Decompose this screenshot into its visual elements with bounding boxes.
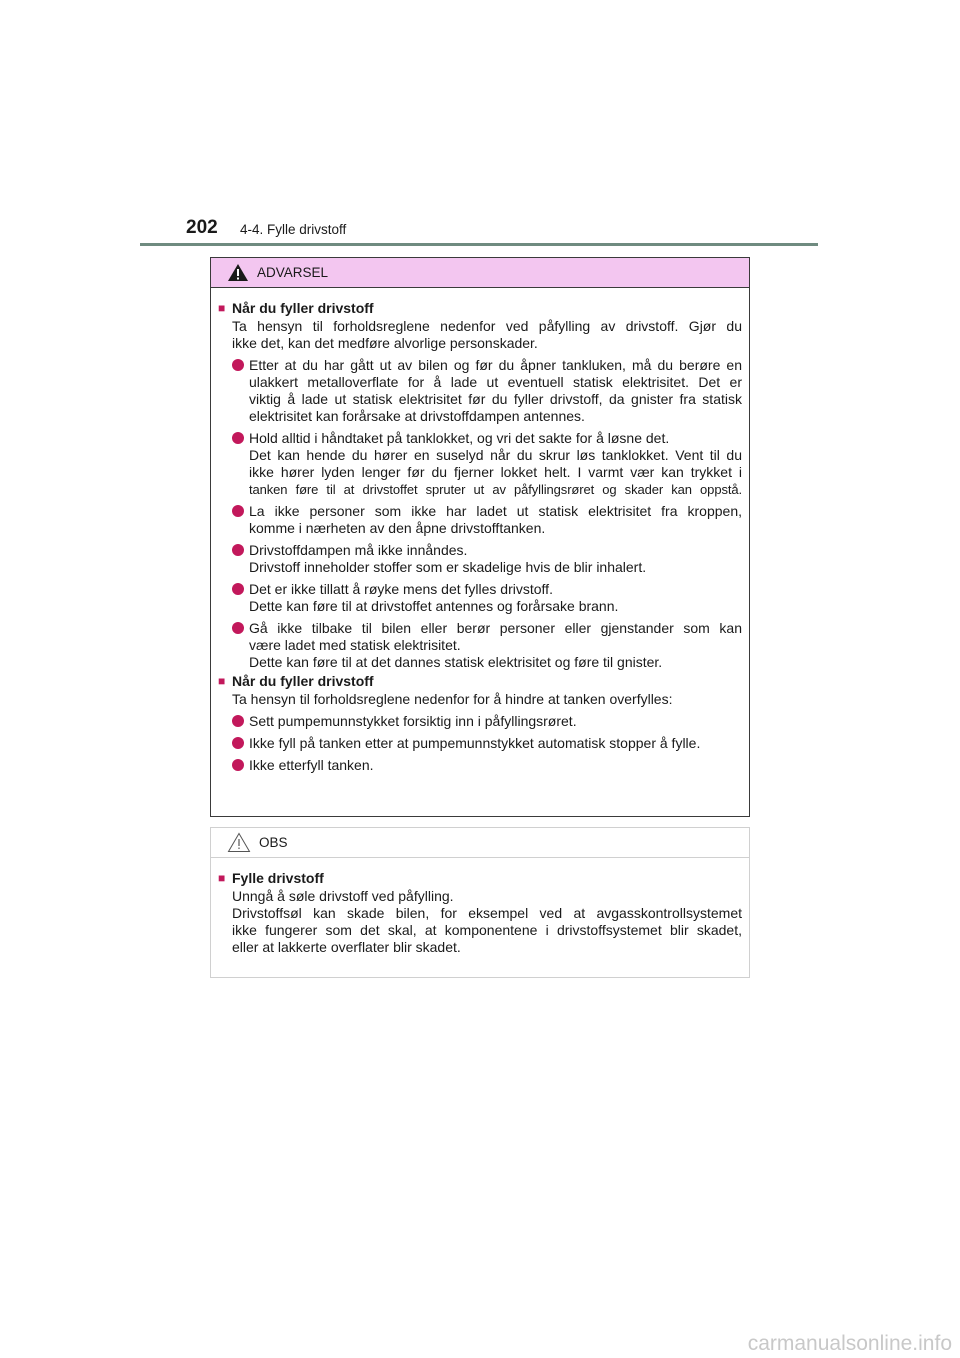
notice-triangle-icon xyxy=(227,832,251,853)
warning-heading-1 xyxy=(218,300,742,317)
text-line: ulakkert metalloverflate for å lade ut eventuell statisk elektrisitet. Det er xyxy=(249,374,742,390)
text-line: Ikke fyll på tanken etter at pumpemunnstykket automatisk stopper å fylle. xyxy=(249,735,701,751)
text-line: ikke det, kan det medføre alvorlige personskader. xyxy=(232,335,538,351)
square-bullet-icon: ■ xyxy=(218,871,226,885)
list-item xyxy=(218,430,742,498)
text-line: Det er ikke tillatt å røyke mens det fylles drivstoff. xyxy=(249,581,553,597)
text-line: ikke hører lyden lenger før du fjerner lokket helt. I varmt vær kan trykket i xyxy=(249,464,742,480)
text-line: La ikke personer som ikke har ladet ut statisk elektrisitet fra kroppen, xyxy=(249,503,742,519)
text-line: viktig å lade ut statisk elektrisitet før du fyller drivstoff, da gnister fra statisk xyxy=(249,391,742,407)
text-line: Ta hensyn til forholdsreglene nedenfor ved påfylling av drivstoff. Gjør du xyxy=(232,318,742,334)
warning-intro-2 xyxy=(218,691,742,708)
warning-triangle-icon xyxy=(227,263,249,282)
bullet-dot-icon xyxy=(232,583,244,595)
bullet-dot-icon xyxy=(232,544,244,556)
text-line: tanken føre til at drivstoffet spruter ut av påfyllingsrøret og skader kan oppstå. xyxy=(249,482,742,497)
list-item xyxy=(218,757,742,774)
list-item xyxy=(218,542,742,576)
text-line: Dette kan føre til at det dannes statisk elektrisitet og føre til gnister. xyxy=(249,654,663,670)
list-item xyxy=(218,357,742,425)
notice-title: OBS xyxy=(259,835,288,850)
text-line: eller at lakkerte overflater blir skadet. xyxy=(232,939,461,955)
text-line: Det kan hende du hører en suselyd når du skrur løs tanklokket. Vent til du xyxy=(249,447,742,463)
text-line: Dette kan føre til at drivstoffet antennes og forårsake brann. xyxy=(249,598,619,614)
heading-text: Når du fyller drivstoff xyxy=(232,300,374,316)
text-line: ikke fungerer som det skal, at komponentene i drivstoffsystemet blir skadet, xyxy=(232,922,742,938)
text-line: Drivstoffdampen må ikke innåndes. xyxy=(249,542,468,558)
text-line: elektrisitet kan forårsake at drivstoffdampen antennes. xyxy=(249,408,585,424)
bullet-dot-icon xyxy=(232,432,244,444)
warning-box xyxy=(210,257,750,817)
page-number: 202 xyxy=(186,217,218,238)
header-rule xyxy=(140,243,818,246)
text-line: Gå ikke tilbake til bilen eller berør personer eller gjenstander som kan xyxy=(249,620,742,636)
heading-text: Fylle drivstoff xyxy=(232,870,324,886)
list-item xyxy=(218,713,742,730)
text-line: være ladet med statisk elektrisitet. xyxy=(249,637,461,653)
text-line: Sett pumpemunnstykket forsiktig inn i påfyllingsrøret. xyxy=(249,713,577,729)
bullet-dot-icon xyxy=(232,505,244,517)
text-line: Unngå å søle drivstoff ved påfylling. xyxy=(232,888,454,904)
square-bullet-icon: ■ xyxy=(218,301,226,315)
text-line: komme i nærheten av den åpne drivstofftanken. xyxy=(249,520,546,536)
bullet-dot-icon xyxy=(232,622,244,634)
watermark: carmanualsonline.info xyxy=(747,1332,952,1355)
notice-box-header xyxy=(211,828,749,858)
bullet-dot-icon xyxy=(232,737,244,749)
warning-body xyxy=(211,288,749,774)
text-line: Etter at du har gått ut av bilen og før du åpner tankluken, må du berøre en xyxy=(249,357,742,373)
notice-body xyxy=(211,858,749,956)
bullet-dot-icon xyxy=(232,759,244,771)
notice-box xyxy=(210,827,750,978)
text-line: Hold alltid i håndtaket på tanklokket, og vri det sakte for å løsne det. xyxy=(249,430,670,446)
text-line: Ikke etterfyll tanken. xyxy=(249,757,374,773)
warning-intro-1 xyxy=(218,318,742,352)
list-item xyxy=(218,620,742,671)
list-item xyxy=(218,581,742,615)
heading-text: Når du fyller drivstoff xyxy=(232,673,374,689)
bullet-dot-icon xyxy=(232,715,244,727)
section-title: 4-4. Fylle drivstoff xyxy=(240,222,347,237)
warning-heading-2 xyxy=(218,673,742,690)
text-line: Drivstoff inneholder stoffer som er skadelige hvis de blir inhalert. xyxy=(249,559,647,575)
warning-title: ADVARSEL xyxy=(257,265,329,280)
list-item xyxy=(218,735,742,752)
square-bullet-icon: ■ xyxy=(218,674,226,688)
notice-paragraph xyxy=(218,888,742,956)
text-line: Drivstoffsøl kan skade bilen, for eksempel ved at avgasskontrollsystemet xyxy=(232,905,742,921)
list-item xyxy=(218,503,742,537)
bullet-dot-icon xyxy=(232,359,244,371)
text-line: Ta hensyn til forholdsreglene nedenfor for å hindre at tanken overfylles: xyxy=(232,691,673,707)
warning-box-header xyxy=(211,258,749,288)
notice-heading xyxy=(218,870,742,887)
